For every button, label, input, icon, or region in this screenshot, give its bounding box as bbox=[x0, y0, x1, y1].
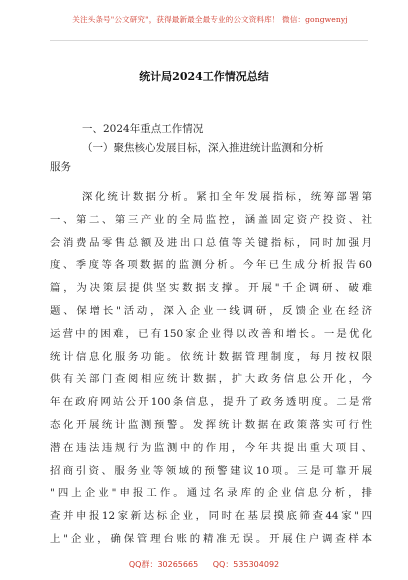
body-paragraph bbox=[50, 186, 372, 551]
footer-qq-group: QQ群：30265665 bbox=[128, 560, 199, 569]
body-line: 篇，为决策层提供坚实数据支撑。开展"千企调研、破难 bbox=[50, 282, 372, 295]
body-line: 会消费品零售总额及进出口总值等关键指标，同时加强月 bbox=[50, 236, 372, 249]
body-line: "四上企业"申报工作。通过名录库的企业信息分析，排 bbox=[50, 487, 372, 500]
body-line: 查并申报12家新达标企业，同时在基层摸底筛查44家"四 bbox=[50, 510, 372, 523]
body-line: 年在政府网站公开100条信息，提升了政务透明度。二是常 bbox=[50, 396, 372, 409]
sub-heading-line-1: （一）聚焦核心发展目标，深入推进统计监测和分析 bbox=[82, 142, 324, 154]
footer-contact bbox=[0, 559, 408, 570]
sub-heading-line-2: 服务 bbox=[50, 161, 71, 173]
section-heading: 一、2024年重点工作情况 bbox=[82, 123, 204, 135]
body-line: 运营中的困难，已有150家企业得以改善和增长。一是优化 bbox=[50, 327, 372, 340]
footer-qq: QQ：535304092 bbox=[212, 560, 280, 569]
body-line: 供有关部门查阅相应统计数据，扩大政务信息公开化，今 bbox=[50, 373, 372, 386]
header-divider bbox=[50, 40, 368, 41]
body-line: 题、保增长"活动，深入企业一线调研，反馈企业在经济 bbox=[50, 304, 372, 317]
header-banner: 关注头条号"公文研究"，获得最新最全最专业的公文资料库！ 微信：gongwenyj bbox=[72, 15, 348, 24]
body-line: 统计信息化服务功能。依统计数据管理制度，每月按权限 bbox=[50, 350, 372, 363]
body-line: 度、季度等各项数据的监测分析。今年已生成分析报告60 bbox=[50, 259, 372, 272]
body-line: 一、第二、第三产业的全局监控，涵盖固定资产投资、社 bbox=[50, 213, 372, 226]
body-line: 深化统计数据分析。紧扣全年发展指标，统筹部署第 bbox=[82, 191, 372, 203]
document-title: 统计局2024工作情况总结 bbox=[139, 70, 269, 83]
sub-heading bbox=[50, 139, 372, 177]
body-line: 招商引资、服务业等领域的预警建议10项。三是可靠开展 bbox=[50, 464, 372, 477]
body-line: 潜在违法违规行为监测中的作用，今年共提出重大项目、 bbox=[50, 441, 372, 454]
body-line: 态化开展统计监测预警。发挥统计数据在政策落实可行性 bbox=[50, 418, 372, 431]
body-line: 上"企业，确保管理台账的精准无误。开展住户调查样本 bbox=[50, 532, 372, 545]
